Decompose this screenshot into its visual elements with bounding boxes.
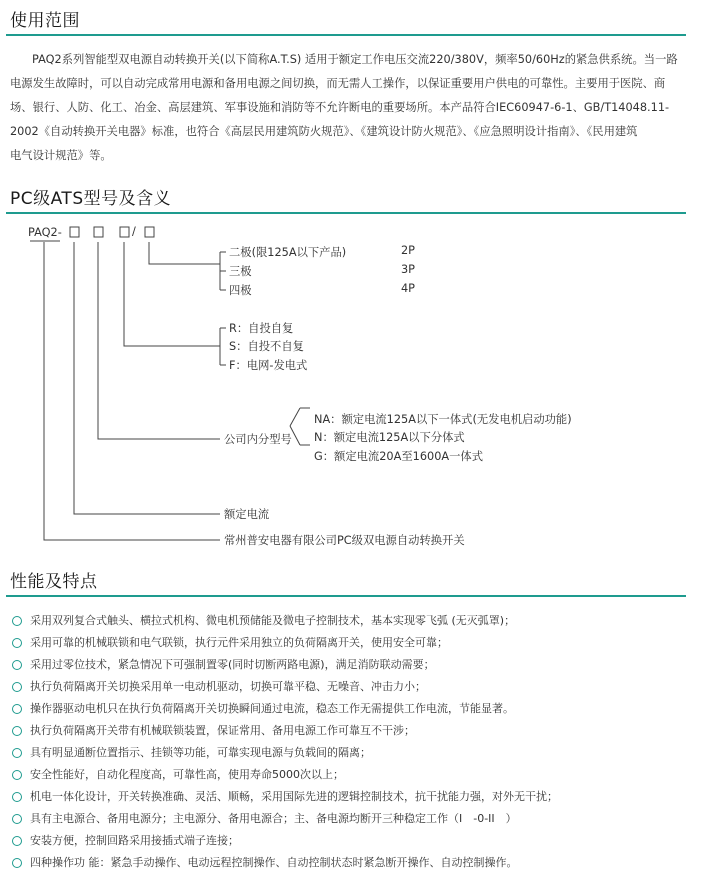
usage-paragraph	[10, 48, 690, 168]
circle-bullet-icon	[12, 858, 22, 868]
feature-text: 安全性能好，自动化程度高，可靠性高，使用寿命5000次以上；	[30, 768, 344, 781]
mode-option: F：电网-发电式	[229, 359, 308, 372]
code-box-current	[94, 227, 103, 237]
feature-item	[12, 698, 702, 720]
circle-bullet-icon	[12, 770, 22, 780]
usage-title-rule	[6, 34, 686, 36]
feature-text: 采用双列复合式触头、横拉式机构、微电机预储能及微电子控制技术，基本实现零飞弧 (无灭弧罩)；	[30, 614, 516, 627]
internal-model-label: 公司内分型号	[224, 433, 292, 446]
usage-section-title: 使用范围	[10, 11, 80, 31]
feature-text: 机电一体化设计，开关转换准确、灵活、顺畅，采用国际先进的逻辑控制技术，抗干扰能力强，对外无干扰；	[30, 790, 558, 803]
usage-line: 电气设计规范》等。	[10, 149, 112, 162]
code-box-mode	[120, 227, 129, 237]
code-box-poles	[145, 227, 154, 237]
feature-item	[12, 786, 702, 808]
model-diagram	[10, 216, 700, 556]
model-code-prefix: PAQ2-	[28, 226, 62, 239]
circle-bullet-icon	[12, 836, 22, 846]
pole-option-code: 4P	[401, 282, 415, 295]
feature-item	[12, 676, 702, 698]
feature-item	[12, 764, 702, 786]
model-diagram-lines	[10, 216, 700, 556]
features-section-title: 性能及特点	[10, 572, 98, 592]
circle-bullet-icon	[12, 748, 22, 758]
feature-text: 执行负荷隔离开关切换采用单一电动机驱动，切换可靠平稳、无噪音、冲击力小；	[30, 680, 426, 693]
usage-line: 电源发生故障时，可以自动完成常用电源和备用电源之间切换，而无需人工操作，以保证重要用户供电的可靠性。主要用于医院、商	[10, 77, 666, 90]
usage-line: PAQ2系列智能型双电源自动转换开关(以下简称A.T.S) 适用于额定工作电压交流220/380V，频率50/60Hz的紧急供系统。当一路	[32, 53, 678, 66]
internal-type-option: N：额定电流125A以下分体式	[314, 431, 465, 444]
feature-item	[12, 852, 702, 874]
circle-bullet-icon	[12, 726, 22, 736]
internal-type-option: NA：额定电流125A以下一体式(无发电机启动功能)	[314, 413, 572, 426]
pole-option-label: 二极(限125A以下产品)	[229, 246, 347, 259]
model-code-slash: /	[132, 225, 136, 238]
feature-item	[12, 720, 702, 742]
usage-line: 2002《自动转换开关电器》标准，也符合《高层民用建筑防火规范》、《建筑设计防火规范》、《应急照明设计指南》、《民用建筑	[10, 125, 638, 138]
mode-option: R：自投自复	[229, 322, 294, 335]
code-box-internal	[70, 227, 79, 237]
circle-bullet-icon	[12, 616, 22, 626]
feature-text: 执行负荷隔离开关带有机械联锁装置，保证常用、备用电源工作可靠互不干涉；	[30, 724, 415, 737]
feature-text: 操作器驱动电机只在执行负荷隔离开关切换瞬间通过电流，稳态工作无需提供工作电流，节能显著。	[30, 702, 514, 715]
feature-text: 具有明显通断位置指示、挂锁等功能，可靠实现电源与负载间的隔离；	[30, 746, 371, 759]
features-title-rule	[6, 595, 686, 597]
company-product-label: 常州普安电器有限公司PC级双电源自动转换开关	[224, 534, 465, 547]
feature-item	[12, 830, 702, 852]
mode-option: S：自投不自复	[229, 340, 304, 353]
circle-bullet-icon	[12, 814, 22, 824]
usage-line: 场、银行、人防、化工、冶金、高层建筑、军事设施和消防等不允许断电的重要场所。本产品符合IEC60947-6-1、GB/T14048.11-	[10, 101, 670, 114]
circle-bullet-icon	[12, 638, 22, 648]
rated-current-label: 额定电流	[224, 508, 270, 521]
feature-item	[12, 632, 702, 654]
pole-option-code: 3P	[401, 263, 415, 276]
feature-text: 采用可靠的机械联锁和电气联锁，执行元件采用独立的负荷隔离开关，使用安全可靠；	[30, 636, 448, 649]
model-title-rule	[6, 212, 686, 214]
feature-item	[12, 610, 702, 632]
circle-bullet-icon	[12, 682, 22, 692]
pole-option-label: 四极	[229, 284, 252, 297]
internal-type-option: G：额定电流20A至1600A一体式	[314, 450, 484, 463]
feature-item	[12, 654, 702, 676]
circle-bullet-icon	[12, 792, 22, 802]
feature-text: 具有主电源合、备用电源分；主电源分、备用电源合；主、备电源均断开三种稳定工作（I -0-II ）	[30, 812, 517, 825]
pole-option-code: 2P	[401, 244, 415, 257]
model-section-title: PC级ATS型号及含义	[10, 189, 172, 209]
features-list	[12, 610, 702, 874]
pole-option-label: 三极	[229, 265, 252, 278]
feature-text: 四种操作功 能：紧急手动操作、电动远程控制操作、自动控制状态时紧急断开操作、自动控制操作。	[30, 856, 518, 869]
circle-bullet-icon	[12, 704, 22, 714]
feature-item	[12, 808, 702, 830]
feature-item	[12, 742, 702, 764]
circle-bullet-icon	[12, 660, 22, 670]
feature-text: 安装方便，控制回路采用接插式端子连接；	[30, 834, 239, 847]
feature-text: 采用过零位技术，紧急情况下可强制置零(同时切断两路电源)，满足消防联动需要；	[30, 658, 435, 671]
